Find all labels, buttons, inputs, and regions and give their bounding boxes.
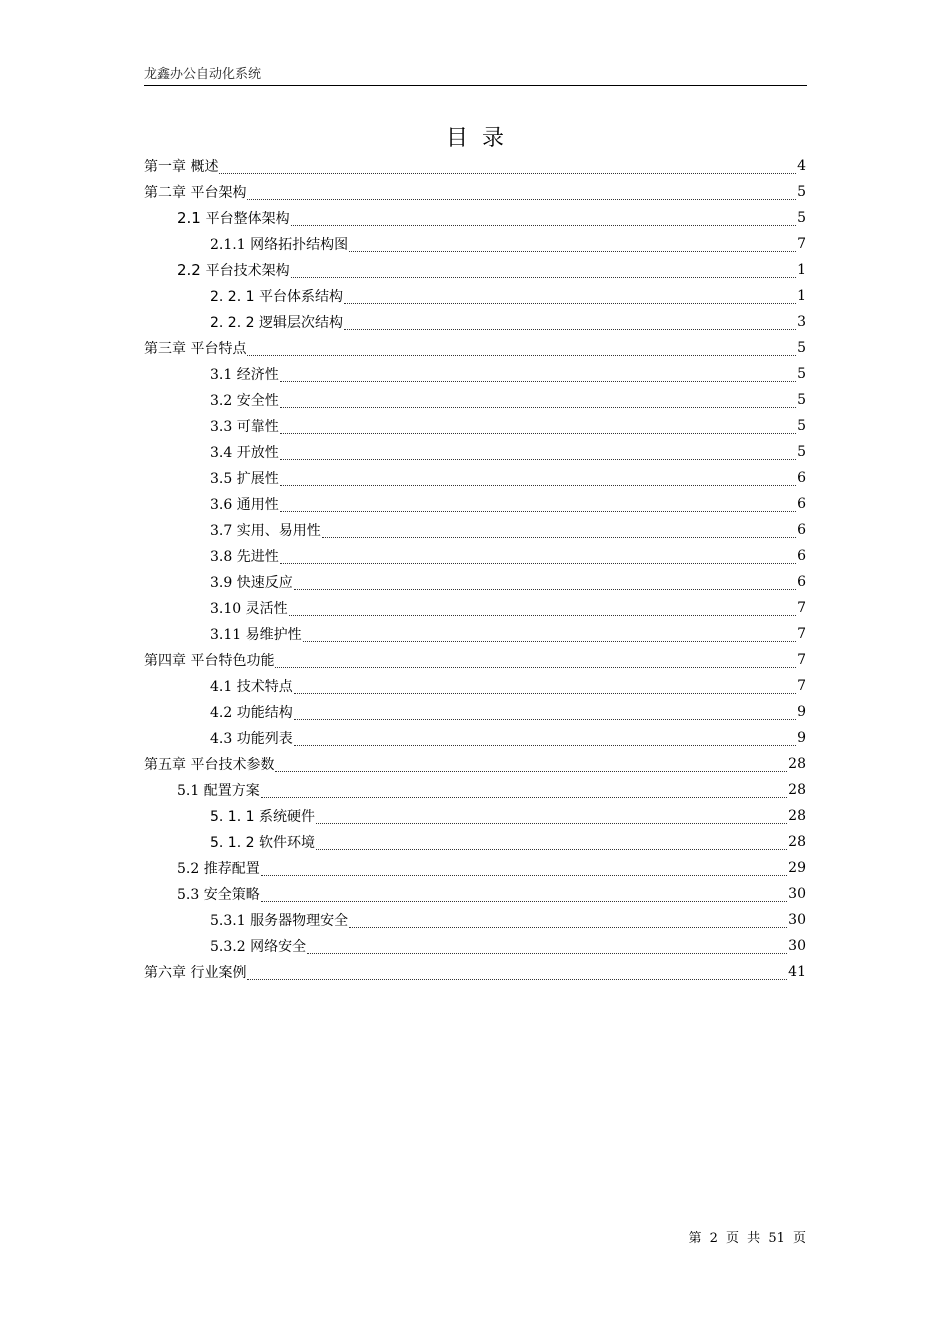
toc-entry-label: 2. 2. 2 逻辑层次结构 [210, 315, 343, 331]
toc-entry-label: 第四章 平台特色功能 [144, 653, 275, 669]
running-header-title: 龙鑫办公自动化系统 [144, 67, 262, 82]
toc-entry-label: 5.1 配置方案 [177, 783, 260, 799]
toc-leader-dots [291, 211, 796, 226]
toc-entry-label: 5.3.1 服务器物理安全 [210, 913, 349, 929]
toc-entry-label: 2.1 平台整体架构 [177, 209, 290, 227]
toc-entry-page: 6 [797, 574, 806, 590]
toc-leader-dots [280, 393, 796, 408]
toc-entry-page: 7 [797, 652, 806, 668]
toc-entry-page: 30 [788, 912, 806, 928]
toc-leader-dots [275, 653, 796, 668]
toc-leader-dots [247, 341, 796, 356]
toc-leader-dots [261, 783, 787, 798]
toc-entry-label: 2.1.1 网络拓扑结构图 [210, 237, 349, 253]
toc-entry[interactable] [144, 777, 806, 803]
toc-entry-label: 第三章 平台特点 [144, 341, 247, 357]
toc-leader-dots [294, 575, 796, 590]
toc-entry-label: 第五章 平台技术参数 [144, 757, 275, 773]
toc-entry[interactable] [144, 491, 806, 517]
toc-entry-label: 第二章 平台架构 [144, 185, 247, 201]
toc-leader-dots [219, 159, 796, 174]
toc-entry[interactable] [144, 465, 806, 491]
toc-entry-label: 3.5 扩展性 [210, 471, 279, 487]
toc-leader-dots [294, 705, 796, 720]
toc-leader-dots [275, 757, 787, 772]
toc-entry[interactable] [144, 829, 806, 855]
toc-entry[interactable] [144, 257, 806, 283]
toc-entry[interactable] [144, 647, 806, 673]
toc-entry-page: 5 [797, 184, 806, 200]
toc-entry-page: 7 [797, 236, 806, 252]
toc-entry-page: 5 [797, 366, 806, 382]
toc-leader-dots [349, 237, 796, 252]
toc-entry-label: 5. 1. 1 系统硬件 [210, 809, 315, 825]
toc-entry-label: 4.3 功能列表 [210, 731, 293, 747]
toc-leader-dots [280, 367, 796, 382]
toc-leader-dots [322, 523, 796, 538]
toc-entry-label: 3.8 先进性 [210, 549, 279, 565]
toc-entry[interactable] [144, 855, 806, 881]
toc-entry-page: 29 [788, 860, 806, 876]
toc-entry[interactable] [144, 439, 806, 465]
toc-leader-dots [261, 887, 787, 902]
toc-entry[interactable] [144, 283, 806, 309]
toc-entry[interactable] [144, 595, 806, 621]
toc-leader-dots [280, 497, 796, 512]
toc-entry[interactable] [144, 231, 806, 257]
toc-leader-dots [344, 315, 796, 330]
toc-entry[interactable] [144, 699, 806, 725]
toc-entry-label: 2.2 平台技术架构 [177, 261, 290, 279]
toc-entry-label: 3.7 实用、易用性 [210, 523, 321, 539]
toc-leader-dots [294, 731, 796, 746]
toc-entry[interactable] [144, 673, 806, 699]
toc-entry-page: 5 [797, 340, 806, 356]
toc-entry-label: 3.9 快速反应 [210, 575, 293, 591]
toc-leader-dots [344, 289, 796, 304]
toc-entry-page: 28 [788, 834, 806, 850]
toc-entry[interactable] [144, 205, 806, 231]
toc-entry-label: 2. 2. 1 平台体系结构 [210, 289, 343, 305]
toc-entry[interactable] [144, 907, 806, 933]
toc-entry[interactable] [144, 933, 806, 959]
toc-entry-page: 5 [797, 444, 806, 460]
toc-entry-label: 3.1 经济性 [210, 367, 279, 383]
toc-entry[interactable] [144, 309, 806, 335]
toc-entry-page: 28 [788, 782, 806, 798]
toc-leader-dots [280, 419, 796, 434]
toc-leader-dots [247, 185, 796, 200]
toc-entry-page: 6 [797, 522, 806, 538]
toc-entry-page: 9 [797, 704, 806, 720]
toc-entry-label: 3.2 安全性 [210, 393, 279, 409]
toc-entry-label: 3.10 灵活性 [210, 601, 288, 617]
toc-entry[interactable] [144, 179, 806, 205]
toc-entry-label: 3.3 可靠性 [210, 419, 279, 435]
toc-entry[interactable] [144, 361, 806, 387]
toc-leader-dots [289, 601, 796, 616]
toc-leader-dots [316, 835, 787, 850]
toc-entry[interactable] [144, 387, 806, 413]
toc-entry-page: 30 [788, 938, 806, 954]
toc-title: 目录 [445, 126, 518, 151]
toc-entry-page: 41 [788, 964, 806, 980]
toc-entry-page: 28 [788, 756, 806, 772]
toc-leader-dots [280, 549, 796, 564]
toc-entry-label: 3.4 开放性 [210, 445, 279, 461]
toc-entry-label: 3.11 易维护性 [210, 627, 302, 643]
toc-leader-dots [307, 939, 787, 954]
toc-leader-dots [316, 809, 787, 824]
toc-entry-page: 1 [797, 262, 806, 278]
toc-entry-page: 7 [797, 626, 806, 642]
toc-entry[interactable] [144, 153, 806, 179]
toc-entry-label: 第一章 概述 [144, 159, 219, 175]
toc-entry[interactable] [144, 517, 806, 543]
toc-entry-label: 5.3 安全策略 [177, 887, 260, 903]
toc-entry-page: 5 [797, 210, 806, 226]
toc-entry-page: 6 [797, 548, 806, 564]
toc-entry-page: 1 [797, 288, 806, 304]
toc-entry[interactable] [144, 803, 806, 829]
page-number-footer: 第 2 页 共 51 页 [688, 1231, 806, 1246]
header-rule [144, 85, 807, 86]
toc-entry-page: 28 [788, 808, 806, 824]
toc-entry-page: 6 [797, 496, 806, 512]
toc-entry[interactable] [144, 569, 806, 595]
toc-entry[interactable] [144, 621, 806, 647]
toc-leader-dots [291, 263, 796, 278]
toc-entry-label: 4.2 功能结构 [210, 705, 293, 721]
toc-entry-label: 3.6 通用性 [210, 497, 279, 513]
toc-leader-dots [294, 679, 796, 694]
toc-entry-page: 30 [788, 886, 806, 902]
toc-entry-label: 5.3.2 网络安全 [210, 939, 307, 955]
toc-entry-page: 9 [797, 730, 806, 746]
toc-entry-page: 5 [797, 392, 806, 408]
toc-entry-label: 5. 1. 2 软件环境 [210, 835, 315, 851]
toc-leader-dots [261, 861, 787, 876]
toc-entry[interactable] [144, 413, 806, 439]
toc-entry-page: 7 [797, 600, 806, 616]
toc-leader-dots [280, 471, 796, 486]
toc-leader-dots [349, 913, 787, 928]
toc-entry-label: 4.1 技术特点 [210, 679, 293, 695]
toc-entry[interactable] [144, 543, 806, 569]
toc-leader-dots [303, 627, 796, 642]
toc-entry[interactable] [144, 725, 806, 751]
toc-entry[interactable] [144, 335, 806, 361]
toc-entry-page: 7 [797, 678, 806, 694]
toc-entry[interactable] [144, 751, 806, 777]
toc-entry-page: 6 [797, 470, 806, 486]
table-of-contents [144, 153, 806, 985]
toc-entry-page: 5 [797, 418, 806, 434]
toc-entry[interactable] [144, 881, 806, 907]
toc-entry-label: 5.2 推荐配置 [177, 861, 260, 877]
toc-leader-dots [247, 965, 787, 980]
toc-entry-page: 3 [797, 314, 806, 330]
toc-leader-dots [280, 445, 796, 460]
toc-entry-label: 第六章 行业案例 [144, 965, 247, 981]
toc-entry-page: 4 [797, 158, 806, 174]
toc-entry[interactable] [144, 959, 806, 985]
